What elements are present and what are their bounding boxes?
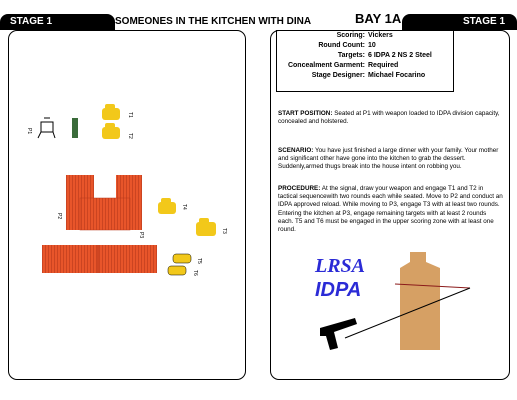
info-key: Scoring: (336, 32, 365, 39)
p1-label: P1 (26, 128, 32, 135)
scenario-label: SCENARIO: (278, 147, 314, 154)
target-t4 (158, 198, 176, 214)
t3-label: T3 (221, 228, 227, 234)
stage-title-bar (0, 11, 517, 30)
bay-label: BAY 1A (355, 11, 402, 26)
info-key: Targets: (337, 52, 365, 59)
target-t5 (173, 254, 191, 263)
procedure-label: PROCEDURE: (278, 185, 321, 192)
procedure-body: At the signal, draw your weapon and engage T1 and T2 in tactical sequencewith two rounds each while seated. Move to P2 and conduct an IDPA approved reload. While moving to P3, engage T3 with at least two rounds. Entering the kitchen at P3, engage remaining targets with at least 2 rounds each. T5 and T6 must be engaged in the upper scoring zone with at least one round. (278, 185, 503, 234)
info-key: Concealment Garment: (287, 62, 365, 69)
stage-info-box (276, 30, 454, 92)
stage-title: SOMEONES IN THE KITCHEN WITH DINA (115, 16, 312, 27)
wall-bottom (42, 245, 157, 273)
lrsa-idpa-logo (300, 250, 505, 370)
info-row-designer (277, 71, 453, 81)
start-label: START POSITION: (278, 110, 333, 117)
procedure-text (278, 185, 503, 234)
stage-diagram (8, 30, 244, 378)
info-row-concealment (277, 61, 453, 71)
target-t3 (196, 218, 216, 236)
info-value: 6 IDPA 2 NS 2 Steel (368, 52, 432, 59)
scenario-body: You have just finished a large dinner with your family. Your mother and significant other have gone into the kitchen to grab the dessert. Suddenly,armed thugs break into the house intent on robbing you. (278, 147, 499, 171)
scenario-text (278, 147, 503, 172)
t1-label: T1 (127, 112, 133, 118)
info-value: 10 (368, 42, 376, 49)
t5-label: T5 (196, 258, 202, 264)
target-t6 (168, 266, 186, 275)
info-row-rounds (277, 41, 453, 51)
target-t2 (102, 123, 120, 139)
info-value: Required (368, 62, 399, 69)
target-t1 (102, 104, 120, 120)
lrsa-text: LRSA (315, 255, 366, 277)
t4-label: T4 (181, 204, 187, 210)
stage-label-right: STAGE 1 (462, 16, 505, 27)
info-key: Stage Designer: (311, 72, 365, 79)
t2-label: T2 (127, 133, 133, 139)
info-row-targets (277, 51, 453, 61)
table-shape (72, 118, 78, 138)
start-position-text (278, 110, 503, 126)
p3-label: P3 (138, 232, 144, 239)
info-row-scoring (277, 31, 453, 41)
info-key: Round Count: (318, 42, 365, 49)
pistol-icon (320, 318, 357, 350)
info-value: Michael Focarino (368, 72, 426, 79)
chair-icon (38, 118, 55, 138)
wall-middle (80, 198, 130, 230)
idpa-text: IDPA (315, 279, 362, 301)
start-body: Seated at P1 with weapon loaded to IDPA division capacity, concealed and holstered. (278, 110, 500, 126)
info-value: Vickers (368, 32, 393, 39)
cardboard-target-icon (400, 252, 440, 350)
stage-label-left: STAGE 1 (10, 16, 53, 27)
p2-label: P2 (56, 213, 62, 220)
t6-label: T6 (192, 270, 198, 276)
